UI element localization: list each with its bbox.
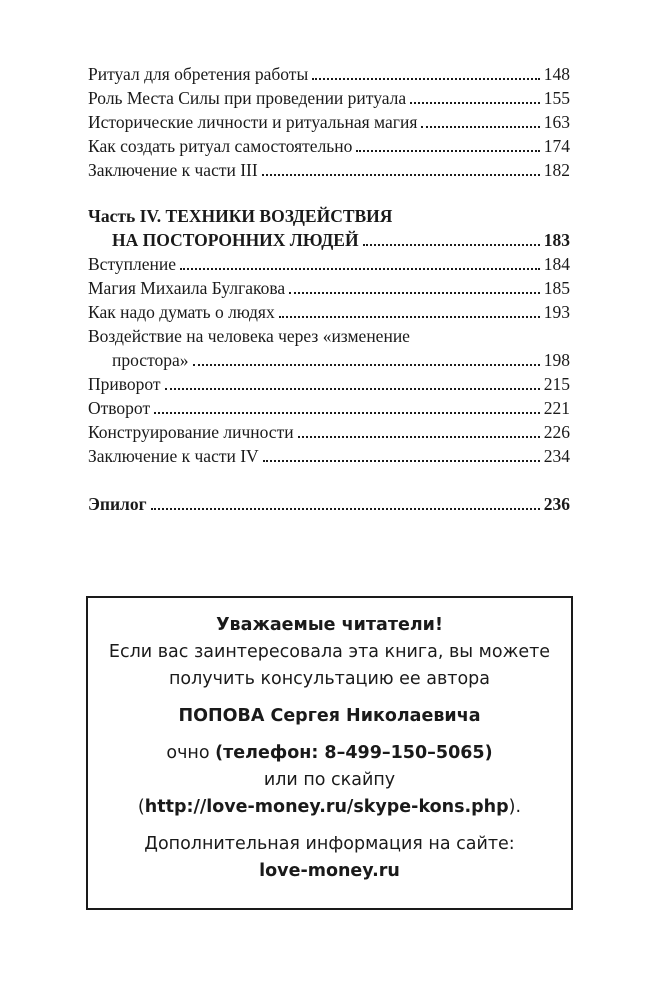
spacer (88, 468, 570, 492)
part4-items-a (88, 252, 570, 324)
notice-greeting: Уважаемые читатели! (216, 615, 443, 635)
toc-entry (88, 396, 570, 420)
toc-entry-page: 184 (543, 254, 570, 274)
epilogue-page: 236 (543, 494, 570, 514)
notice-ochno: очно (166, 743, 210, 763)
toc-entry (88, 300, 570, 324)
reader-notice-box (86, 596, 573, 910)
dot-leader (289, 292, 540, 294)
part4-heading-title: НА ПОСТОРОННИХ ЛЮДЕЙ (112, 230, 359, 250)
toc-entry-title: Конструирование личности (88, 422, 294, 442)
spacer (88, 182, 570, 204)
toc-entry (88, 276, 570, 300)
dot-leader (165, 388, 540, 390)
dot-leader (151, 508, 540, 510)
toc-entry-title: Роль Места Силы при проведении ритуала (88, 88, 407, 108)
toc-entry-title: Магия Михаила Булгакова (88, 278, 286, 298)
toc-entry-page: 148 (543, 64, 570, 84)
toc-entry (88, 372, 570, 396)
dot-leader (279, 316, 540, 318)
dot-leader (180, 268, 540, 270)
toc-entry-page: 155 (543, 88, 570, 108)
multiline-entry-title: простора» (112, 350, 189, 370)
toc-entry-title: Отворот (88, 398, 151, 418)
skype-open-paren: ( (137, 797, 145, 817)
dot-leader (363, 244, 540, 246)
multiline-entry-page: 198 (543, 350, 570, 370)
toc-entry (88, 420, 570, 444)
skype-url-link[interactable]: http://love-money.ru/skype-kons.php (144, 797, 509, 817)
dot-leader (410, 102, 540, 104)
part4-items-b (88, 372, 570, 468)
part4-heading-line2 (88, 228, 570, 252)
epilogue-title: Эпилог (88, 494, 147, 514)
toc-entry (88, 86, 570, 110)
dot-leader (298, 436, 540, 438)
toc-entry-title: Вступление (88, 254, 176, 274)
toc-entry-page: 215 (543, 374, 570, 394)
toc-entry (88, 158, 570, 182)
epilogue-entry (88, 492, 570, 516)
notice-skype-text: или по скайпу (263, 770, 396, 790)
toc-entry (88, 62, 570, 86)
notice-info-text: Дополнительная информация на сайте: (144, 834, 515, 854)
multiline-entry-line2 (88, 348, 570, 372)
notice-line2: получить консультацию ее автора (168, 669, 491, 689)
toc-entry (88, 110, 570, 134)
site-link[interactable]: love-money.ru (259, 861, 400, 881)
toc-entry-title: Заключение к части IV (88, 446, 259, 466)
toc-entry-title: Как надо думать о людях (88, 302, 275, 322)
part4-heading-page: 183 (543, 230, 570, 250)
part4-heading-line1: Часть IV. ТЕХНИКИ ВОЗДЕЙСТВИЯ (88, 206, 393, 226)
dot-leader (154, 412, 540, 414)
toc-entry-page: 193 (543, 302, 570, 322)
toc-entry-title: Заключение к части III (88, 160, 258, 180)
dot-leader (312, 78, 540, 80)
skype-close-paren: ). (508, 797, 522, 817)
toc-entry (88, 252, 570, 276)
toc-entry-page: 221 (543, 398, 570, 418)
toc-entry-page: 185 (543, 278, 570, 298)
dot-leader (421, 126, 539, 128)
part3-items (88, 62, 570, 182)
toc-entry-page: 163 (543, 112, 570, 132)
notice-skype-line (88, 794, 571, 821)
toc-entry-page: 174 (543, 136, 570, 156)
table-of-contents (88, 62, 570, 516)
dot-leader (356, 150, 539, 152)
toc-entry-title: Исторические личности и ритуальная магия (88, 112, 418, 132)
dot-leader (262, 174, 540, 176)
multiline-entry-line1: Воздействие на человека через «изменение (88, 326, 410, 346)
notice-phone: (телефон: 8–499–150–5065) (215, 743, 493, 763)
toc-entry-page: 234 (543, 446, 570, 466)
notice-phone-line (88, 740, 571, 767)
toc-entry (88, 134, 570, 158)
notice-line1: Если вас заинтересовала эта книга, вы можете (108, 642, 551, 662)
toc-entry-title: Как создать ритуал самостоятельно (88, 136, 353, 156)
toc-entry-title: Приворот (88, 374, 161, 394)
toc-entry (88, 444, 570, 468)
dot-leader (193, 364, 540, 366)
dot-leader (263, 460, 540, 462)
notice-author: ПОПОВА Сергея Николаевича (178, 706, 481, 726)
toc-entry-page: 182 (543, 160, 570, 180)
toc-entry-page: 226 (543, 422, 570, 442)
toc-entry-title: Ритуал для обретения работы (88, 64, 309, 84)
